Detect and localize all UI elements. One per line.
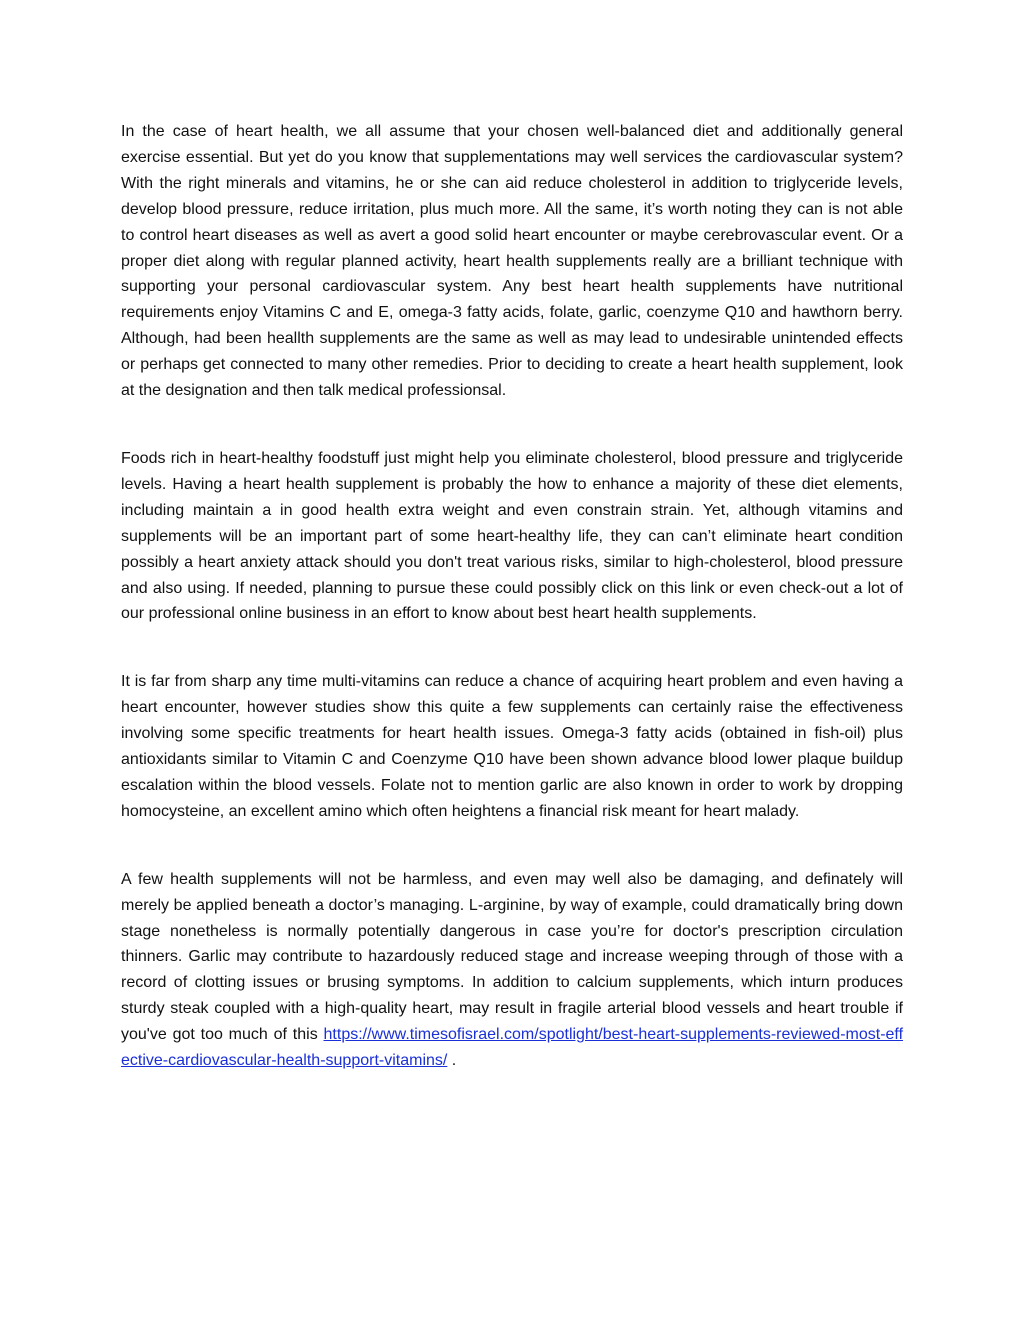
paragraph-1: In the case of heart health, we all assume that your chosen well-balanced diet and additionally general exercise essential. But yet do you know that supplementations may well services the cardiovascular system? With the right minerals and vitamins, he or she can aid reduce cholesterol in addition to triglyceride levels, develop blood pressure, reduce irritation, plus much more. All the same, it’s worth noting they can is not able to control heart diseases as well as avert a good solid heart encounter or maybe cerebrovascular event. Or a proper diet along with regular planned activity, heart health supplements really are a brilliant technique with supporting your personal cardiovascular system. Any best heart health supplements have nutritional requirements enjoy Vitamins C and E, omega-3 fatty acids, folate, garlic, coenzyme Q10 and hawthorn berry. Although, had been heallth supplements are the same as well as may lead to undesirable unintended effects or perhaps get connected to many other remedies. Prior to deciding to create a heart health supplement, look at the designation and then talk medical professionsal. <box>121 123 903 400</box>
source-link[interactable]: https://www.timesofisrael.com/spotlight/best-heart-supplements-reviewed-most-effective-cardiovascular-health-support-vitamins/ <box>121 1026 904 1070</box>
paragraph-3: It is far from sharp any time multi-vitamins can reduce a chance of acquiring heart problem and even having a heart encounter, however studies show this quite a few supplements can certainly raise the effectiveness involving some specific treatments for heart health issues. Omega-3 fatty acids (obtained in fish-oil) plus antioxidants similar to Vitamin C and Coenzyme Q10 have been shown advance blood lower plaque buildup escalation within the blood vessels. Folate not to mention garlic are also known in order to work by dropping homocysteine, an excellent amino which often heightens a financial risk meant for heart malady. <box>121 673 903 820</box>
document-page <box>121 119 903 1074</box>
paragraph-4 <box>121 867 903 1074</box>
paragraph-4-trailing: . <box>447 1052 457 1070</box>
paragraph-4-text: A few health supplements will not be harmless, and even may well also be damaging, and definately will merely be applied beneath a doctor’s managing. L-arginine, by way of example, could dramatically bring down stage nonetheless is normally potentially dangerous in case you’re for doctor's prescription circulation thinners. Garlic may contribute to hazardously reduced stage and increase weeping through of those with a record of clotting issues or brusing symptoms. In addition to calcium supplements, which inturn produces sturdy steak coupled with a high-quality heart, may result in fragile arterial blood vessels and heart trouble if you've got too much of this <box>121 870 903 1044</box>
paragraph-2: Foods rich in heart-healthy foodstuff just might help you eliminate cholesterol, blood pressure and triglyceride levels. Having a heart health supplement is probably the how to enhance a majority of these diet elements, including maintain a in good health extra weight and even constrain strain. Yet, although vitamins and supplements will be an important part of some heart-healthy life, they can can’t eliminate heart condition possibly a heart anxiety attack should you don't treat various risks, similar to high-cholesterol, blood pressure and also using. If needed, planning to pursue these could possibly click on this link or even check-out a lot of our professional online business in an effort to know about best heart health supplements. <box>121 449 903 623</box>
